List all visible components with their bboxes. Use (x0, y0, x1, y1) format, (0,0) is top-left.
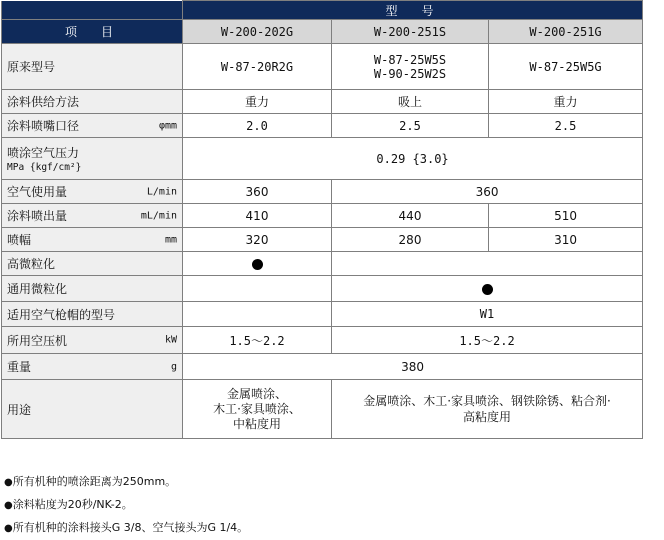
row-label (2, 327, 183, 354)
cell (183, 380, 332, 439)
row-label: 涂料供给方法 (2, 90, 183, 114)
row-label (2, 204, 183, 228)
cell (183, 252, 332, 276)
row-former-model (2, 44, 643, 90)
model-header-3: W-200-251G (489, 20, 643, 44)
model-group-header: 型 号 (183, 1, 643, 20)
row-paint-out (2, 204, 643, 228)
row-air-use (2, 180, 643, 204)
applicable-dot-icon (482, 284, 493, 295)
cell: 0.29 {3.0} (183, 138, 643, 180)
label-text: 喷涂空气压力 (7, 145, 80, 160)
cell-line: 金属喷涂、木工·家具喷涂、钢铁除锈、粘合剂· (363, 394, 611, 408)
cell: 280 (332, 228, 489, 252)
cell: 吸上 (332, 90, 489, 114)
unit-label: MPa {kgf/cm²} (7, 161, 82, 173)
row-weight (2, 354, 643, 380)
cell-line: 金属喷涂、 (226, 386, 287, 401)
cell-line: W-90-25W2S (373, 66, 447, 81)
unit-label: g (170, 361, 177, 372)
cell-line: W-87-25W5S (373, 52, 447, 67)
label-text: 涂料喷出量 (7, 209, 68, 223)
cell: 2.5 (489, 114, 643, 138)
cell (332, 44, 489, 90)
label-text: 空气使用量 (7, 185, 68, 199)
cell (332, 380, 643, 439)
item-column-header: 项 目 (2, 20, 183, 44)
label-text: 涂料喷嘴口径 (7, 119, 80, 133)
row-normal-atomization (2, 276, 643, 302)
label-text: 喷幅 (7, 233, 32, 247)
cell: 360 (332, 180, 643, 204)
unit-label: mm (164, 234, 177, 245)
cell: 510 (489, 204, 643, 228)
header-blank (2, 1, 183, 20)
row-label (2, 114, 183, 138)
header-row-top (2, 1, 643, 20)
row-label: 适用空气枪帽的型号 (2, 302, 183, 327)
cell (332, 252, 643, 276)
cell: 410 (183, 204, 332, 228)
model-header-1: W-200-202G (183, 20, 332, 44)
row-usage (2, 380, 643, 439)
row-nozzle-dia (2, 114, 643, 138)
cell: 380 (183, 354, 643, 380)
row-label: 高微粒化 (2, 252, 183, 276)
row-label: 通用微粒化 (2, 276, 183, 302)
cell: 320 (183, 228, 332, 252)
cell: 重力 (489, 90, 643, 114)
label-text: 重量 (7, 360, 32, 374)
row-width (2, 228, 643, 252)
cell: 重力 (183, 90, 332, 114)
cell-line: 高粘度用 (463, 410, 512, 424)
model-header-2: W-200-251S (332, 20, 489, 44)
cell: 310 (489, 228, 643, 252)
cell: 2.5 (332, 114, 489, 138)
applicable-dot-icon (252, 259, 263, 270)
note-item: ● 涂料粘度为20秒/NK-2。 (4, 494, 248, 517)
note-item: ● 所有机种的喷涂距离为250mm。 (4, 471, 248, 494)
cell: W-87-20R2G (183, 44, 332, 90)
cell: 360 (183, 180, 332, 204)
row-cap-model (2, 302, 643, 327)
cell: W1 (332, 302, 643, 327)
row-air-pressure (2, 138, 643, 180)
label-text: 所用空压机 (7, 333, 68, 348)
cell-line: 中粘度用 (232, 416, 281, 431)
row-label (2, 228, 183, 252)
cell: 1.5～2.2 (332, 327, 643, 354)
cell: 1.5～2.2 (183, 327, 332, 354)
unit-label: φmm (158, 120, 177, 131)
header-row-models (2, 20, 643, 44)
row-label: 用途 (2, 380, 183, 439)
cell: 2.0 (183, 114, 332, 138)
row-compressor (2, 327, 643, 354)
spec-table (1, 0, 643, 439)
cell: W-87-25W5G (489, 44, 643, 90)
unit-label: mL/min (140, 210, 177, 221)
row-label (2, 180, 183, 204)
row-high-atomization (2, 252, 643, 276)
cell: 440 (332, 204, 489, 228)
row-supply-method (2, 90, 643, 114)
row-label: 原来型号 (2, 44, 183, 90)
row-label (2, 354, 183, 380)
cell (183, 302, 332, 327)
cell-line: 木工·家具喷涂、 (213, 401, 301, 416)
cell (183, 276, 332, 302)
row-label (2, 138, 183, 180)
unit-label: L/min (146, 186, 177, 197)
note-item: ● 所有机种的涂料接头G 3/8、空气接头为G 1/4。 (4, 517, 248, 540)
unit-label: kW (164, 334, 177, 346)
cell (332, 276, 643, 302)
